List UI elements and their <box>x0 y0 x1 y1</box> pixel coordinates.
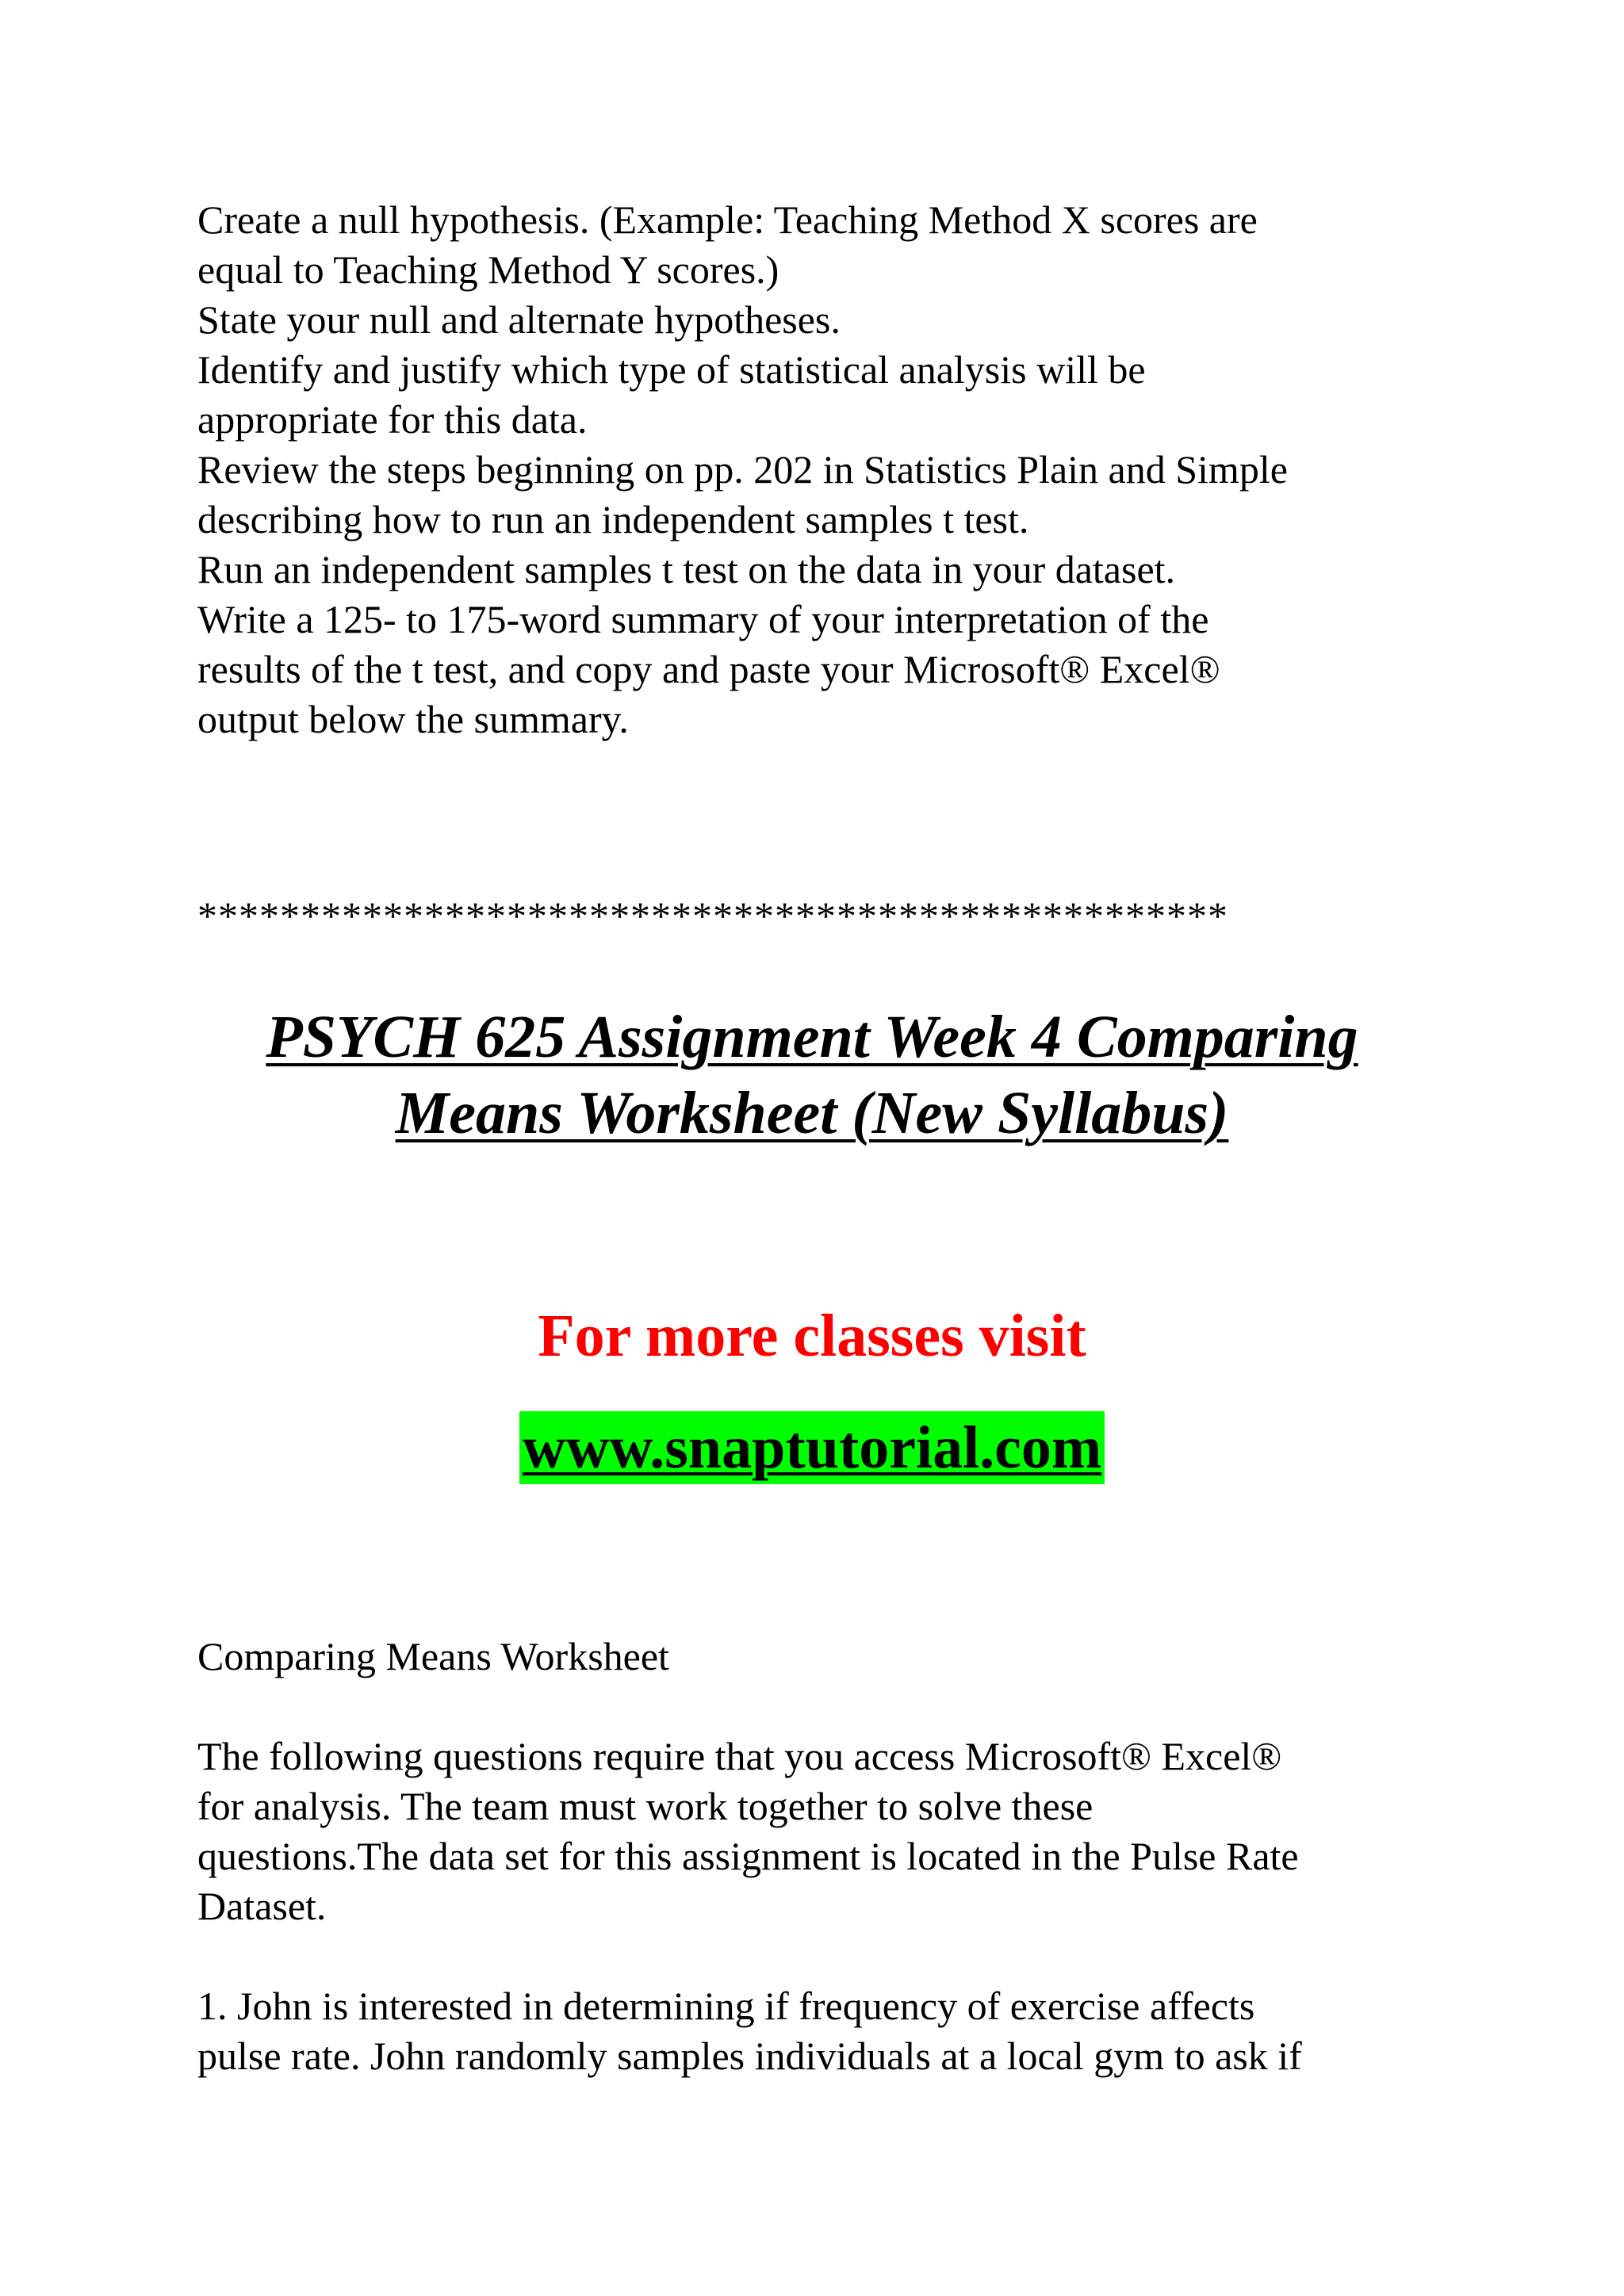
instruction-line: Review the steps beginning on pp. 202 in Statistics Plain and Simple <box>197 447 1288 492</box>
instruction-line: Write a 125- to 175-word summary of your interpretation of the <box>197 597 1209 641</box>
link-container <box>0 1411 1624 1484</box>
instruction-line: Identify and justify which type of statistical analysis will be <box>197 347 1146 392</box>
instruction-line: equal to Teaching Method Y scores.) <box>197 247 779 292</box>
title-line: PSYCH 625 Assignment Week 4 Comparing <box>266 1004 1358 1070</box>
paragraph-gap <box>197 1931 1498 1981</box>
question-line: pulse rate. John randomly samples individuals at a local gym to ask if <box>197 2034 1302 2078</box>
worksheet-heading: Comparing Means Worksheet <box>197 1634 669 1678</box>
asterisk-separator: ************************************************** <box>197 894 1228 938</box>
instruction-line: State your null and alternate hypotheses. <box>197 297 841 342</box>
paragraph-line: for analysis. The team must work together to solve these <box>197 1784 1094 1828</box>
instruction-line: output below the summary. <box>197 697 629 741</box>
instruction-line: Run an independent samples t test on the data in your dataset. <box>197 547 1176 591</box>
assignment-instructions <box>197 195 1482 744</box>
assignment-title <box>0 999 1624 1151</box>
instruction-line: Create a null hypothesis. (Example: Teaching Method X scores are <box>197 197 1258 242</box>
title-line: Means Worksheet (New Syllabus) <box>395 1080 1229 1146</box>
instruction-line: results of the t test, and copy and paste your Microsoft® Excel® <box>197 647 1220 691</box>
instruction-line: describing how to run an independent samples t test. <box>197 497 1029 541</box>
worksheet-body <box>197 1732 1498 2081</box>
website-link[interactable]: www.snaptutorial.com <box>519 1411 1105 1484</box>
question-line: 1. John is interested in determining if frequency of exercise affects <box>197 1984 1255 2028</box>
paragraph-line: Dataset. <box>197 1884 327 1928</box>
paragraph-line: questions.The data set for this assignment is located in the Pulse Rate <box>197 1834 1299 1878</box>
instruction-line: appropriate for this data. <box>197 397 588 442</box>
promo-text: For more classes visit <box>538 1303 1086 1369</box>
paragraph-line: The following questions require that you access Microsoft® Excel® <box>197 1734 1282 1778</box>
